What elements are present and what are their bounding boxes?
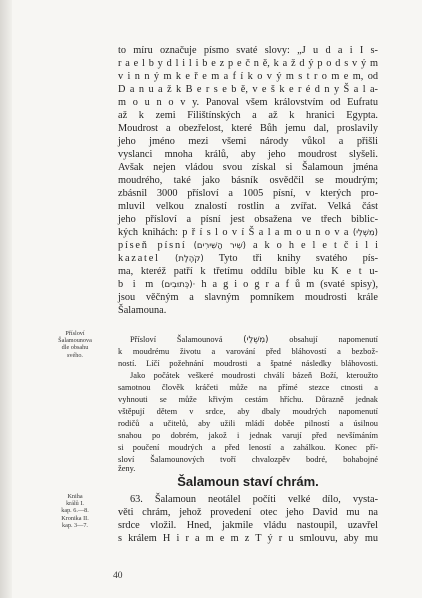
body-line: jsou věčným a slavným pomníkem moudrosti krále: [118, 292, 378, 303]
margin-note-line: dle obsahu: [61, 344, 89, 352]
section-line: srdce vložil. Hned, jakmile vládu nastoupil, uzavřel: [118, 520, 378, 531]
body-text: Tyto tři knihy svatého pís-: [218, 253, 379, 264]
kohelet-label: a k o h e l e t č i l i: [252, 240, 379, 251]
hebrew-text: (כְּתוּבִים)·: [161, 280, 196, 290]
body-line: to míru označuje písmo svaté slovy: „J u d a i I s-: [118, 45, 378, 56]
note-line: rodičů a učitelů, aby užili mládí doběe pilností a úsilnou: [118, 419, 378, 428]
section-line: s králem H i r a m e m z T ý r u smlouvu, aby mu: [118, 533, 378, 544]
body-line: v i n n ý m k e ř e m a f í k o v ý m s t r o m e m, od: [118, 71, 378, 82]
margin-note-line: Šalamounova: [58, 337, 92, 345]
section-line: 63. Šalamoun neotálel počíti velké dílo, vysta-: [130, 494, 378, 505]
hebrew-text: (שִׁיר הַשִּׁירִים): [193, 241, 246, 251]
ketubim-label: b i m: [118, 279, 156, 290]
body-line: [118, 252, 378, 266]
margin-note-line: kap. 3—7.: [62, 521, 88, 529]
note-line: sloví Šalamounových tvoří chvalozpěv bodré, bohabojné: [118, 455, 378, 464]
body-line: ma, kteréž patří k třetímu oddílu bible ku K e t u-: [118, 266, 378, 277]
note-label: Přísloví Šalamounová: [130, 335, 223, 344]
margin-note-kings: [40, 493, 110, 529]
body-line: mluvil velkou znalostí rostlin a zvířat. Velká část: [118, 201, 378, 212]
body-text: h a g i o g r a f ů m (svaté spisy),: [201, 279, 379, 290]
body-text: kých knihách:: [118, 227, 178, 238]
note-line: snahou po dobrém, jakož i jednak varují před nevšímáním: [118, 431, 378, 440]
section-line: věti chrám, jehož provedení otec jeho David mu na: [118, 507, 378, 518]
hebrew-text: (קֹהֶלֶת): [175, 254, 204, 264]
margin-note-proverbs: [40, 330, 110, 359]
note-line-last: ženy.: [118, 464, 136, 473]
hebrew-text: (מִשְׁלֵי): [352, 228, 378, 238]
page-number: 40: [113, 571, 123, 581]
page-spine-shadow: [0, 0, 12, 598]
margin-note-line: králů I.: [66, 500, 84, 508]
pisen-label: píseň písní: [118, 240, 187, 251]
body-line: D a n u a ž k B e r s e b ě, v e š k e r é d n y Š a l a-: [118, 84, 378, 95]
note-line: vyhnouti se může křivým cestám hříchu. Důrazně jednak: [118, 395, 378, 404]
margin-note-line: Kniha: [67, 493, 83, 500]
body-line: Avšak nejen vládou svou získal si Šalamoun jména: [118, 162, 378, 173]
margin-note-line: Kronika II.: [61, 514, 89, 522]
body-line: jeho jméno mezi všemi národy vůkol a přišli: [118, 136, 378, 147]
body-line: [118, 239, 378, 253]
note-line: si poučení moudrých a před leností a zahálkou. Konec pří-: [118, 443, 378, 452]
note-line: vštěpují dětem v srdce, aby dbaly moudrých napomenutí: [118, 407, 378, 416]
margin-note-line: Přísloví: [65, 330, 85, 337]
note-line: Jako počátek veškeré moudrosti chválí bázeň Boží, kteroužto: [130, 371, 378, 380]
section-heading: Šalamoun staví chrám.: [177, 474, 319, 489]
body-line: vyslanci mnoha králů, aby jeho moudrost slyšeli.: [118, 149, 378, 160]
note-line: ností. Líčí požehnání moudrosti a špatné následky bláhovosti.: [118, 359, 378, 368]
note-line: [118, 334, 378, 346]
body-line: moudrého, také jako básník osvědčil se moudrým;: [118, 175, 378, 186]
note-text: obsahují napomenutí: [289, 335, 379, 344]
body-line: jeho přísloví a písní jest obsažena ve třech biblic-: [118, 214, 378, 225]
body-line: [118, 226, 378, 240]
body-line: m o u n o v y. Panoval všem královstvím od Eufratu: [118, 97, 378, 108]
margin-note-line: kap. 6.—8.: [61, 507, 89, 515]
body-line: r a e l b y d l i l i b e z p e č n ě, k a ž d ý p o d s v ý m: [118, 58, 378, 69]
body-line: Moudrost a obezřelost, které Bůh jemu dal, proslavily: [118, 123, 378, 134]
prislovi-label: p ř í s l o v í Š a l a m o u n o v a: [182, 227, 349, 238]
hebrew-text: (מִשְׁלֵי): [243, 335, 269, 345]
kazatel-label: kazatel: [118, 253, 160, 264]
body-line: až k zemi Filištínských a až k hranici Egypta.: [118, 110, 378, 121]
note-line: samotnou člověk kráčeti může na přímé stezce ctnosti a: [118, 383, 378, 392]
margin-note-line: svého.: [67, 351, 83, 359]
body-line: [118, 278, 378, 292]
note-line: k moudrému životu a varování před bláhovostí a bezbož-: [118, 347, 378, 356]
body-line: Šalamouna.: [118, 305, 167, 316]
body-line: zbásnil 3000 přísloví a 1005 písní, v kterých pro-: [118, 188, 378, 199]
